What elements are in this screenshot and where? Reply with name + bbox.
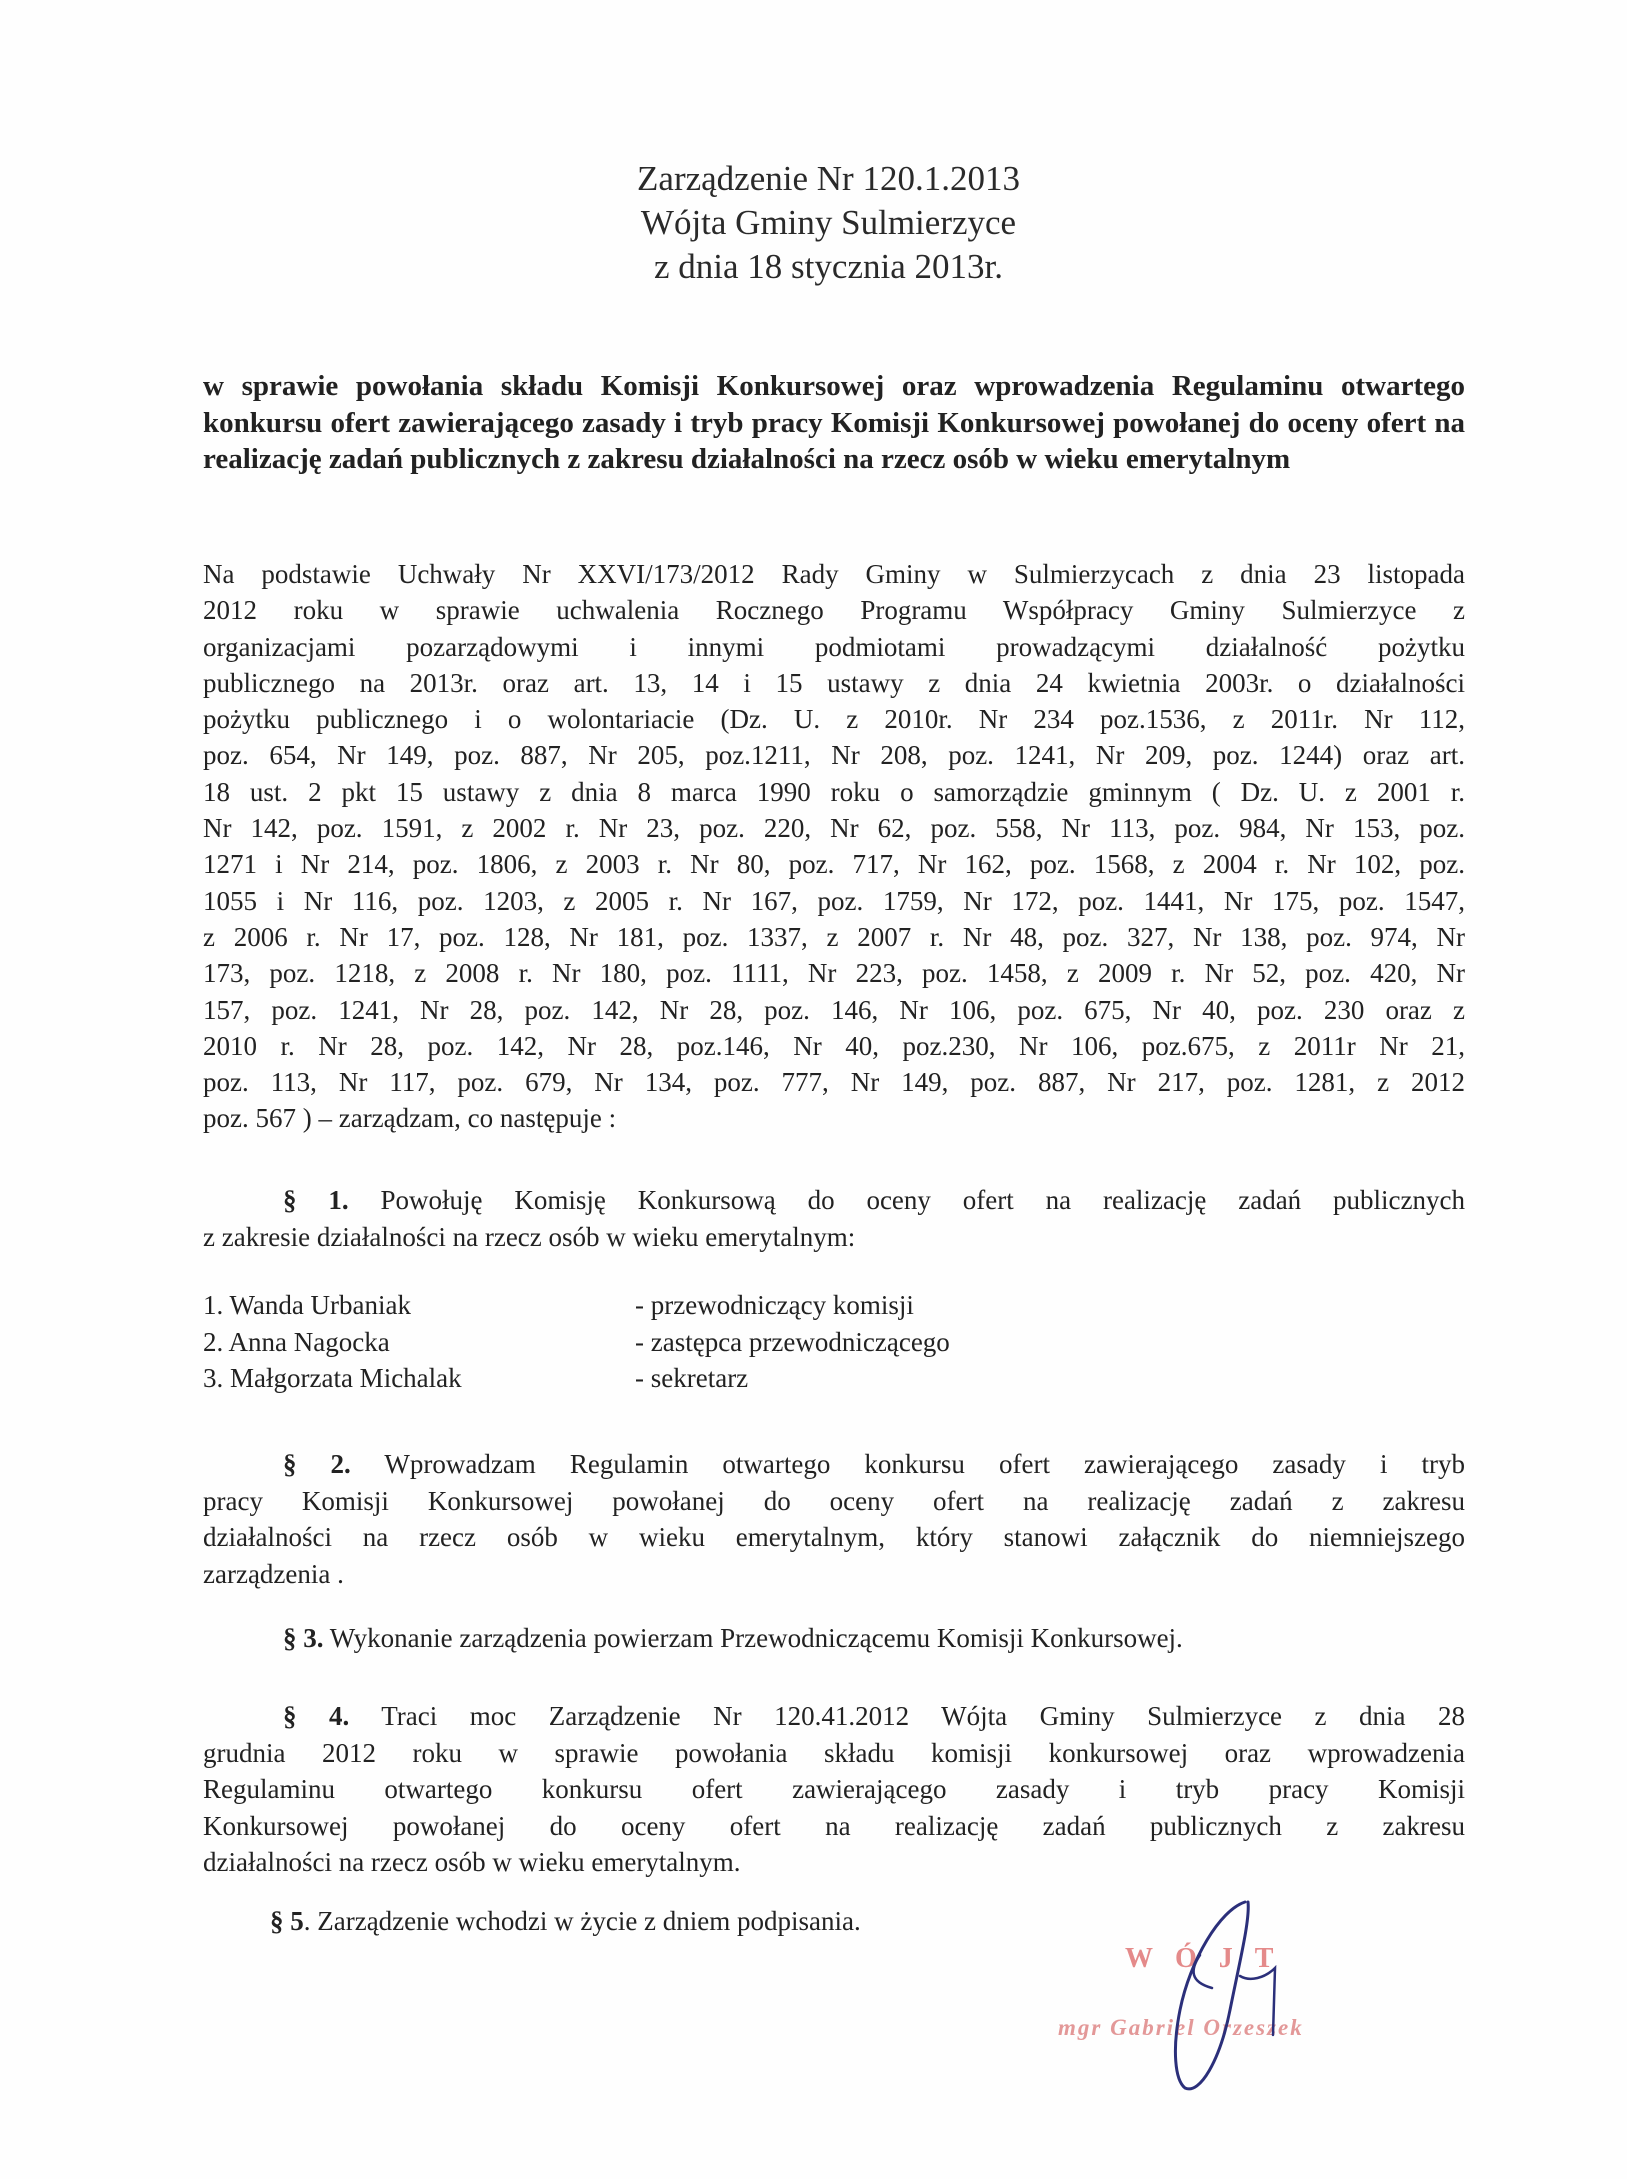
member-row [203, 1360, 950, 1397]
issue-date: z dnia 18 stycznia 2013r. [654, 247, 1003, 286]
legal-basis-line: 2012 roku w sprawie uchwalenia Rocznego Programu Współpracy Gminy Sulmierzyce z [203, 595, 1465, 626]
paragraph-line: Konkursowej powołanej do oceny ofert na realizację zadań publicznych z zakresu [203, 1810, 1465, 1841]
legal-basis-line: 1271 i Nr 214, poz. 1806, z 2003 r. Nr 80, poz. 717, Nr 162, poz. 1568, z 2004 r. Nr 102, poz. [203, 849, 1465, 880]
paragraph-line: działalności na rzecz osób w wieku emerytalnym. [203, 1847, 741, 1877]
member-row [203, 1324, 950, 1361]
legal-basis-line: Na podstawie Uchwały Nr XXVI/173/2012 Rady Gminy w Sulmierzycach z dnia 23 listopada [203, 559, 1465, 589]
official-stamp [1040, 1900, 1420, 2140]
paragraph-line [203, 1182, 1465, 1219]
ordinance-number: Zarządzenie Nr 120.1.2013 [637, 159, 1020, 198]
section-mark: § 5 [270, 1906, 304, 1936]
paragraph-1 [203, 1182, 1465, 1255]
issuer: Wójta Gminy Sulmierzyce [640, 203, 1017, 242]
member-role: - zastępca przewodniczącego [635, 1326, 950, 1357]
paragraph-line: zarządzenia . [203, 1558, 344, 1589]
member-row [203, 1287, 950, 1324]
ordinance-subject: w sprawie powołania składu Komisji Konkursowej oraz wprowadzenia Regulaminu otwartego konkursu ofert zawierającego zasady i tryb pracy Komisji Konkursowej powołanej do oceny ofert na realizację zadań publicznych z zakresu działalności na rzecz osób w wieku emerytalnym [203, 370, 1465, 475]
stamp-title: WÓJT [1125, 1943, 1296, 1974]
member-name: 1. Wanda Urbaniak [203, 1290, 412, 1320]
section-mark: § 3. [283, 1623, 324, 1653]
paragraph-3 [203, 1620, 1465, 1657]
section-mark: § 2. [283, 1449, 351, 1479]
member-name: 2. Anna Nagocka [203, 1326, 390, 1357]
paragraph-line: Regulaminu otwartego konkursu ofert zawierającego zasady i tryb pracy Komisji [203, 1774, 1465, 1804]
paragraph-text: . Zarządzenie wchodzi w życie z dniem podpisania. [303, 1906, 861, 1936]
paragraph-line: grudnia 2012 roku w sprawie powołania składu komisji konkursowej oraz wprowadzenia [203, 1737, 1465, 1768]
member-name: 3. Małgorzata Michalak [203, 1363, 462, 1393]
legal-basis-line: publicznego na 2013r. oraz art. 13, 14 i 15 ustawy z dnia 24 kwietnia 2003r. o działalności [203, 667, 1465, 698]
paragraph-line: działalności na rzecz osób w wieku emerytalnym, który stanowi załącznik do niemniejszego [203, 1522, 1465, 1552]
legal-basis-line: 173, poz. 1218, z 2008 r. Nr 180, poz. 1111, Nr 223, poz. 1458, z 2009 r. Nr 52, poz. 420, Nr [203, 958, 1465, 989]
legal-basis-line: 1055 i Nr 116, poz. 1203, z 2005 r. Nr 167, poz. 1759, Nr 172, poz. 1441, Nr 175, poz. 1547, [203, 885, 1465, 916]
document-header [0, 157, 1627, 289]
legal-basis-line: 2010 r. Nr 28, poz. 142, Nr 28, poz.146, Nr 40, poz.230, Nr 106, poz.675, z 2011r Nr 21, [203, 1030, 1465, 1061]
legal-basis-line: pożytku publicznego i o wolontariacie (Dz. U. z 2010r. Nr 234 poz.1536, z 2011r. Nr 112, [203, 704, 1465, 735]
paragraph-line [203, 1446, 1465, 1483]
paragraph-2 [203, 1446, 1465, 1592]
paragraph-text: Wprowadzam Regulamin otwartego konkursu ofert zawierającego zasady i tryb [350, 1449, 1465, 1479]
committee-members [203, 1287, 950, 1397]
stamp-name: mgr Gabriel Orzeszek [1058, 2015, 1304, 2040]
paragraph-line: z zakresie działalności na rzecz osób w wieku emerytalnym: [203, 1221, 856, 1252]
paragraph-4 [203, 1698, 1465, 1881]
legal-basis-line: Nr 142, poz. 1591, z 2002 r. Nr 23, poz. 220, Nr 62, poz. 558, Nr 113, poz. 984, Nr 153, poz. [203, 813, 1465, 844]
legal-basis-line: poz. 113, Nr 117, poz. 679, Nr 134, poz. 777, Nr 149, poz. 887, Nr 217, poz. 1281, z 2012 [203, 1067, 1465, 1098]
legal-basis-line: 18 ust. 2 pkt 15 ustawy z dnia 8 marca 1990 roku o samorządzie gminnym ( Dz. U. z 2001 r. [203, 776, 1465, 807]
legal-basis-line: poz. 567 ) – zarządzam, co następuje : [203, 1103, 617, 1134]
legal-basis-line: z 2006 r. Nr 17, poz. 128, Nr 181, poz. 1337, z 2007 r. Nr 48, poz. 327, Nr 138, poz. 974, Nr [203, 921, 1465, 952]
paragraph-line: pracy Komisji Konkursowej powołanej do oceny ofert na realizację zadań z zakresu [203, 1485, 1465, 1516]
section-mark: § 4. [283, 1701, 350, 1731]
member-role: - przewodniczący komisji [635, 1290, 914, 1320]
handwritten-signature-icon [1040, 1900, 1420, 2140]
paragraph-text: Traci moc Zarządzenie Nr 120.41.2012 Wójta Gminy Sulmierzyce z dnia 28 [349, 1701, 1466, 1731]
legal-basis-line: 157, poz. 1241, Nr 28, poz. 142, Nr 28, poz. 146, Nr 106, poz. 675, Nr 40, poz. 230 oraz z [203, 994, 1465, 1025]
section-mark: § 1. [283, 1185, 349, 1215]
paragraph-text: Powołuję Komisję Konkursową do oceny ofert na realizację zadań publicznych [348, 1185, 1466, 1215]
paragraph-text: Wykonanie zarządzenia powierzam Przewodniczącemu Komisji Konkursowej. [323, 1623, 1183, 1653]
legal-basis-line: poz. 654, Nr 149, poz. 887, Nr 205, poz.1211, Nr 208, poz. 1241, Nr 209, poz. 1244) oraz art. [203, 740, 1465, 771]
legal-basis-line: organizacjami pozarządowymi i innymi podmiotami prowadzącymi działalność pożytku [203, 631, 1465, 662]
paragraph-line [203, 1698, 1465, 1735]
paragraph-line [203, 1620, 1465, 1657]
member-role: - sekretarz [635, 1363, 749, 1393]
legal-basis [203, 556, 1465, 1137]
